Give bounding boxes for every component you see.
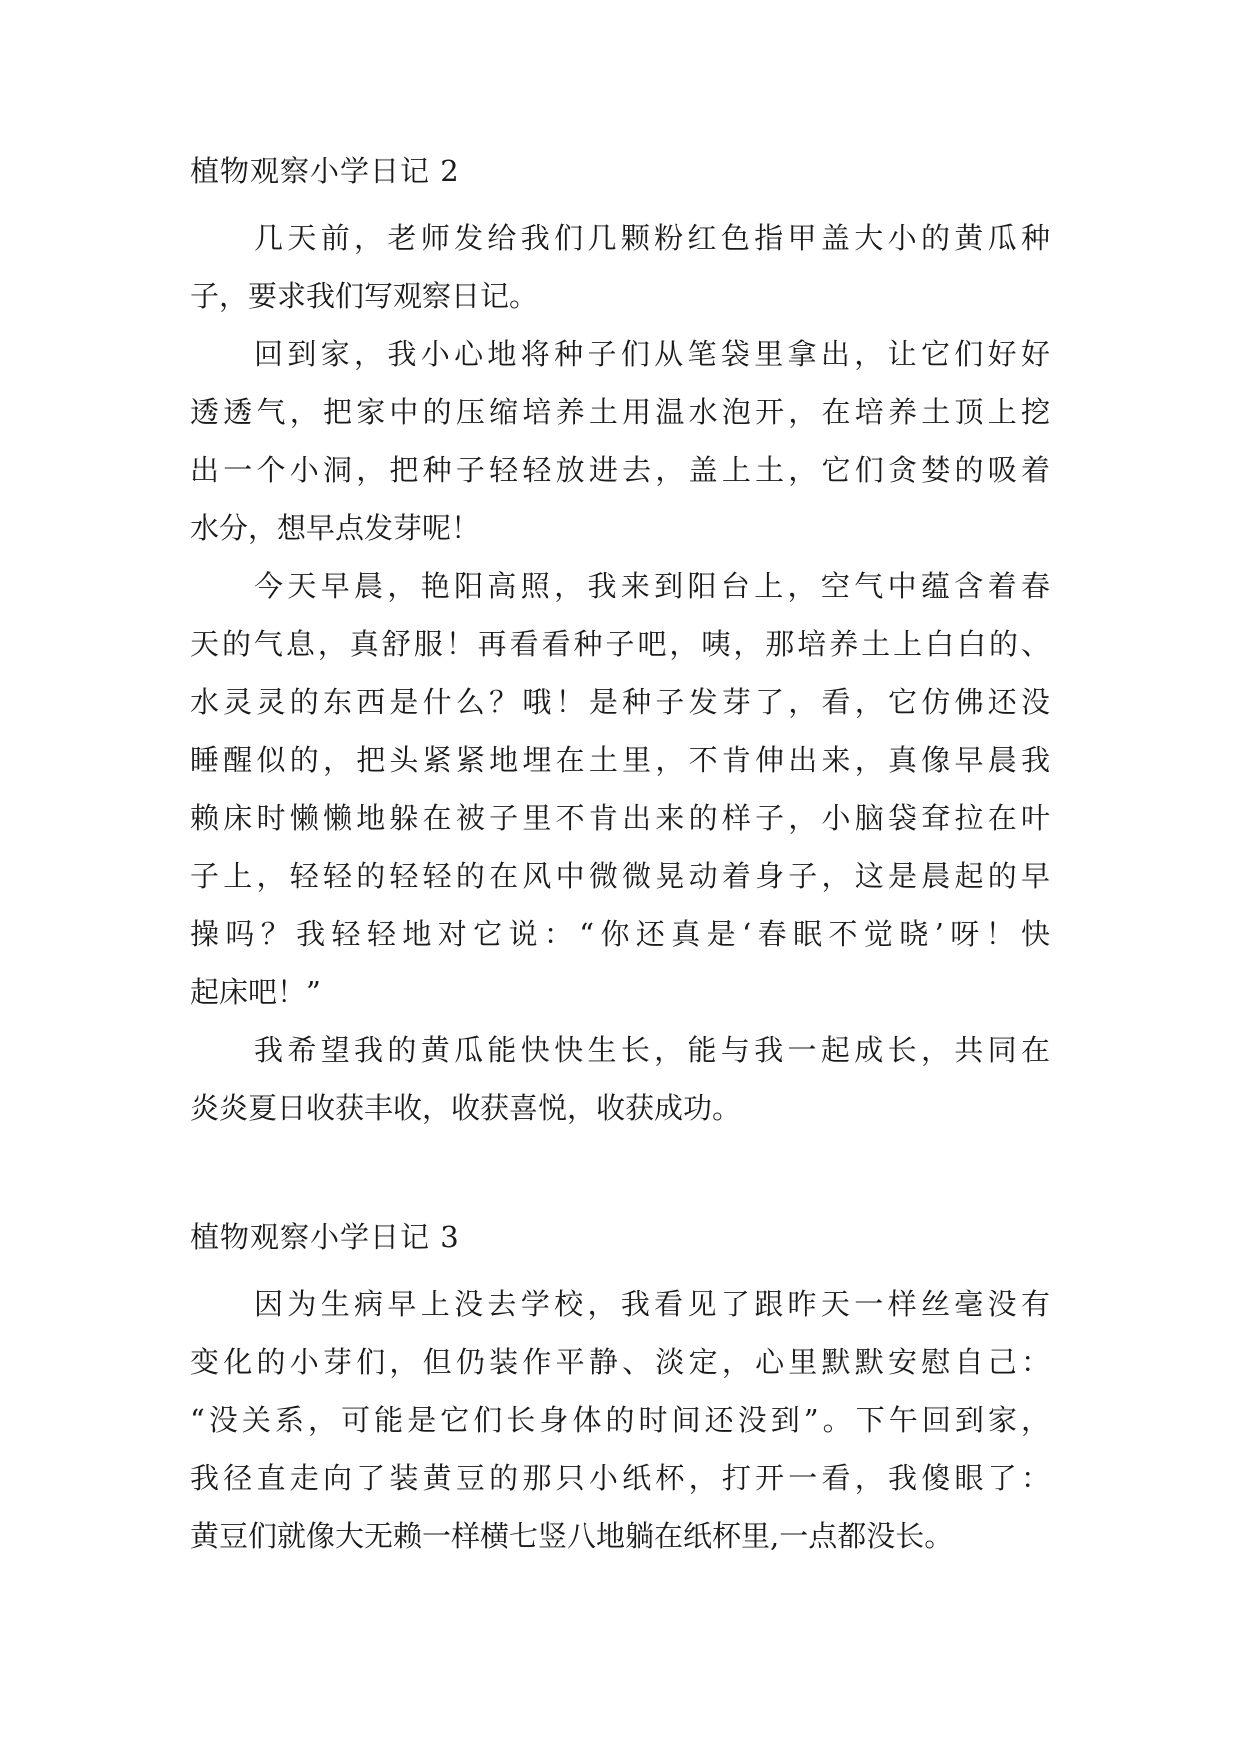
paragraph	[190, 557, 1050, 1021]
text-line: 今天早晨，艳阳高照，我来到阳台上，空气中蕴含着春	[254, 569, 1050, 603]
paragraph	[190, 1021, 1050, 1137]
text-line: 出一个小洞，把种子轻轻放进去，盖上土，它们贪婪的吸着	[190, 453, 1050, 487]
paragraph	[190, 209, 1050, 325]
entry-title: 植物观察小学日记 2	[190, 154, 460, 188]
text-line: 我希望我的黄瓜能快快生长，能与我一起成长，共同在	[254, 1033, 1050, 1067]
text-line: 我径直走向了装黄豆的那只小纸杯，打开一看，我傻眼了：	[190, 1461, 1050, 1495]
text-line: 几天前，老师发给我们几颗粉红色指甲盖大小的黄瓜种	[254, 221, 1050, 255]
text-line: 透透气，把家中的压缩培养土用温水泡开，在培养土顶上挖	[190, 395, 1050, 429]
document-body	[190, 154, 1050, 1565]
text-line: “没关系，可能是它们长身体的时间还没到”。下午回到家，	[190, 1403, 1050, 1437]
diary-entry	[190, 154, 1050, 1137]
text-line: 回到家，我小心地将种子们从笔袋里拿出，让它们好好	[254, 337, 1050, 371]
entry-title: 植物观察小学日记 3	[190, 1220, 460, 1254]
text-line: 操吗？我轻轻地对它说：“你还真是‘春眠不觉晓’呀！快	[190, 917, 1050, 951]
text-line: 子，要求我们写观察日记。	[190, 279, 539, 313]
text-line: 天的气息，真舒服！再看看种子吧，咦，那培养土上白白的、	[190, 627, 1050, 661]
text-line: 炎炎夏日收获丰收，收获喜悦，收获成功。	[190, 1091, 742, 1125]
text-line: 因为生病早上没去学校，我看见了跟昨天一样丝毫没有	[254, 1287, 1050, 1321]
text-line: 子上，轻轻的轻轻的在风中微微晃动着身子，这是晨起的早	[190, 859, 1050, 893]
diary-entry	[190, 1220, 1050, 1565]
text-line: 水分，想早点发芽呢！	[190, 511, 481, 545]
text-line: 黄豆们就像大无赖一样横七竖八地躺在纸杯里,一点都没长。	[190, 1519, 954, 1553]
paragraph	[190, 1275, 1050, 1565]
text-line: 赖床时懒懒地躲在被子里不肯出来的样子，小脑袋耷拉在叶	[190, 801, 1050, 835]
paragraph	[190, 325, 1050, 557]
text-line: 水灵灵的东西是什么？哦！是种子发芽了，看，它仿佛还没	[190, 685, 1050, 719]
text-line: 变化的小芽们，但仍装作平静、淡定，心里默默安慰自己：	[190, 1345, 1050, 1379]
text-line: 起床吧！”	[190, 975, 321, 1009]
text-line: 睡醒似的，把头紧紧地埋在土里，不肯伸出来，真像早晨我	[190, 743, 1050, 777]
